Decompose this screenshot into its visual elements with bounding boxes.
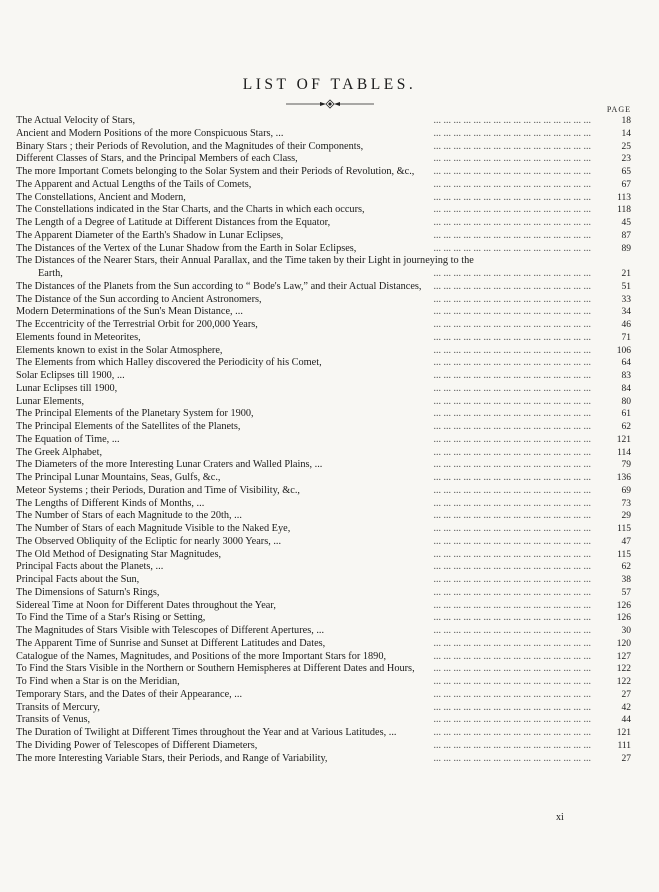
- page-number: 127: [616, 651, 631, 662]
- table-title: The Eccentricity of the Terrestrial Orbit for 200,000 Years,: [16, 319, 264, 332]
- list-item: [16, 689, 631, 702]
- dot-leader: ... ... ... ... ... ... ... ... ... ... ... ... ... ... ... ...: [433, 217, 591, 228]
- dot-leader: ... ... ... ... ... ... ... ... ... ... ... ... ... ... ... ...: [433, 204, 591, 216]
- page-number: 42: [621, 702, 631, 713]
- dot-leader: ... ... ... ... ... ... ... ... ... ... ... ... ... ... ... ...: [433, 319, 591, 330]
- dot-leader: ... ... ... ... ... ... ... ... ... ... ... ... ... ... ... ...: [433, 280, 591, 292]
- dot-leader: ... ... ... ... ... ... ... ... ... ... ... ... ... ... ... ...: [433, 599, 591, 611]
- dot-leader: ... ... ... ... ... ... ... ... ... ... ... ... ... ... ... ...: [433, 395, 591, 407]
- table-title: The Greek Alphabet,: [16, 447, 108, 460]
- dot-leader: ... ... ... ... ... ... ... ... ... ... ... ... ... ... ... ...: [433, 510, 591, 522]
- table-title: Principal Facts about the Planets, ...: [16, 561, 169, 574]
- table-title: The Distances of the Planets from the Sun according to “ Bode's Law,” and their Actual Distances,: [16, 281, 428, 294]
- list-item: [16, 370, 631, 383]
- table-title: The Equation of Time, ...: [16, 434, 126, 447]
- table-title: The Apparent and Actual Lengths of the Tails of Comets,: [16, 179, 257, 192]
- table-title: To Find when a Star is on the Meridian,: [16, 676, 186, 689]
- ornament-divider: [0, 96, 659, 114]
- dot-leader: ... ... ... ... ... ... ... ... ... ... ... ... ... ... ... ...: [433, 663, 591, 675]
- page-number: 21: [621, 269, 631, 279]
- page-number: 73: [621, 498, 631, 509]
- table-list: [16, 115, 631, 765]
- dot-leader: ... ... ... ... ... ... ... ... ... ... ... ... ... ... ... ...: [433, 178, 591, 190]
- list-item: [16, 166, 631, 179]
- list-item: [16, 306, 631, 319]
- page-number: 25: [621, 141, 631, 152]
- list-item: [16, 740, 631, 753]
- dot-leader: ... ... ... ... ... ... ... ... ... ... ... ... ... ... ... ...: [433, 586, 591, 598]
- dot-leader: ... ... ... ... ... ... ... ... ... ... ... ... ... ... ... ...: [433, 191, 591, 203]
- page-number: 80: [621, 396, 631, 407]
- table-title: To Find the Time of a Star's Rising or Setting,: [16, 612, 211, 625]
- page-number: 84: [621, 383, 631, 394]
- table-title: Transits of Mercury,: [16, 702, 106, 715]
- table-title: The more Important Comets belonging to the Solar System and their Periods of Revolution, &c.,: [16, 166, 420, 179]
- page-number: 122: [616, 677, 631, 687]
- dot-leader: ... ... ... ... ... ... ... ... ... ... ... ... ... ... ... ...: [433, 561, 591, 573]
- page-number: 121: [616, 434, 631, 445]
- page-number: 23: [621, 154, 631, 165]
- list-item: [16, 332, 631, 345]
- dot-leader: ... ... ... ... ... ... ... ... ... ... ... ... ... ... ... ...: [433, 408, 591, 420]
- list-item: [16, 638, 631, 651]
- dot-leader: ... ... ... ... ... ... ... ... ... ... ... ... ... ... ... ...: [433, 637, 591, 649]
- list-item: [16, 459, 631, 472]
- table-title: The Apparent Diameter of the Earth's Shadow in Lunar Eclipses,: [16, 230, 289, 243]
- page-number: 83: [621, 371, 631, 381]
- table-title: The Observed Obliquity of the Ecliptic for nearly 3000 Years, ...: [16, 536, 287, 549]
- page-number: 29: [621, 511, 631, 522]
- page-column-header: PAGE: [606, 105, 631, 114]
- page-number: 114: [617, 447, 631, 458]
- table-title: Modern Determinations of the Sun's Mean Distance, ...: [16, 306, 249, 319]
- page-number: 44: [621, 715, 631, 726]
- page-number: 64: [621, 358, 631, 369]
- table-title: Binary Stars ; their Periods of Revolution, and the Magnitudes of their Components,: [16, 141, 369, 154]
- page-number: 62: [621, 422, 631, 432]
- list-item: [16, 281, 631, 294]
- table-title: Ancient and Modern Positions of the more Conspicuous Stars, ...: [16, 128, 289, 141]
- list-item: [16, 243, 631, 256]
- table-title: Catalogue of the Names, Magnitudes, and Positions of the more Important Stars for 1890,: [16, 651, 392, 664]
- page-number: 79: [621, 460, 631, 471]
- list-item: [16, 141, 631, 154]
- table-title: The Constellations indicated in the Star Charts, and the Charts in which each occurs,: [16, 204, 371, 217]
- page-number: 65: [621, 167, 631, 177]
- dot-leader: ... ... ... ... ... ... ... ... ... ... ... ... ... ... ... ...: [433, 727, 591, 738]
- list-item: [16, 204, 631, 217]
- table-title: The Lengths of Different Kinds of Months, ...: [16, 498, 210, 511]
- list-item: [16, 179, 631, 192]
- list-item: [16, 268, 631, 281]
- dot-leader: ... ... ... ... ... ... ... ... ... ... ... ... ... ... ... ...: [433, 268, 591, 279]
- ornament-rule-icon: [284, 99, 376, 109]
- dot-leader: ... ... ... ... ... ... ... ... ... ... ... ... ... ... ... ...: [433, 688, 591, 700]
- dot-leader: ... ... ... ... ... ... ... ... ... ... ... ... ... ... ... ...: [433, 472, 591, 483]
- list-item: [16, 676, 631, 689]
- dot-leader: ... ... ... ... ... ... ... ... ... ... ... ... ... ... ... ...: [433, 484, 591, 496]
- table-title: The more Interesting Variable Stars, their Periods, and Range of Variability,: [16, 753, 334, 766]
- dot-leader: ... ... ... ... ... ... ... ... ... ... ... ... ... ... ... ...: [433, 523, 591, 534]
- list-item: [16, 600, 631, 613]
- list-item: [16, 714, 631, 727]
- list-item: [16, 625, 631, 638]
- table-title: The Dimensions of Saturn's Rings,: [16, 587, 165, 600]
- page-number: 38: [621, 575, 631, 585]
- list-item: [16, 128, 631, 141]
- table-title: Elements found in Meteorites,: [16, 332, 147, 345]
- list-item: [16, 255, 631, 268]
- dot-leader: ... ... ... ... ... ... ... ... ... ... ... ... ... ... ... ...: [433, 752, 591, 764]
- table-title: The Elements from which Halley discovered the Periodicity of his Comet,: [16, 357, 328, 370]
- table-title: The Number of Stars of each Magnitude Visible to the Naked Eye,: [16, 523, 296, 536]
- table-title: The Constellations, Ancient and Modern,: [16, 192, 192, 205]
- list-item: [16, 753, 631, 766]
- dot-leader: ... ... ... ... ... ... ... ... ... ... ... ... ... ... ... ...: [433, 115, 591, 126]
- page-number: 121: [616, 728, 631, 738]
- page-number: 46: [621, 320, 631, 330]
- list-item: [16, 549, 631, 562]
- table-title: The Principal Elements of the Satellites of the Planets,: [16, 421, 246, 434]
- table-title: The Actual Velocity of Stars,: [16, 115, 141, 128]
- page-number: 126: [616, 600, 631, 611]
- table-title: Principal Facts about the Sun,: [16, 574, 145, 587]
- list-item: [16, 663, 631, 676]
- table-title: Solar Eclipses till 1900, ...: [16, 370, 131, 383]
- page-number: 27: [621, 689, 631, 700]
- dot-leader: ... ... ... ... ... ... ... ... ... ... ... ... ... ... ... ...: [433, 650, 591, 662]
- table-title: The Distances of the Vertex of the Lunar Shadow from the Earth in Solar Eclipses,: [16, 243, 362, 256]
- dot-leader: ... ... ... ... ... ... ... ... ... ... ... ... ... ... ... ...: [433, 612, 591, 624]
- dot-leader: ... ... ... ... ... ... ... ... ... ... ... ... ... ... ... ...: [433, 153, 591, 165]
- page-title: LIST OF TABLES.: [242, 76, 417, 93]
- page-number: 30: [621, 626, 631, 636]
- page-number: 126: [616, 613, 631, 624]
- table-title: To Find the Stars Visible in the Northern or Southern Hemispheres at Different Dates and Hours,: [16, 663, 421, 676]
- page-number: 27: [621, 753, 631, 764]
- list-item: [16, 319, 631, 332]
- dot-leader: ... ... ... ... ... ... ... ... ... ... ... ... ... ... ... ...: [433, 701, 591, 713]
- list-item: [16, 574, 631, 587]
- dot-leader: ... ... ... ... ... ... ... ... ... ... ... ... ... ... ... ...: [433, 433, 591, 445]
- table-title: Lunar Eclipses till 1900,: [16, 383, 123, 396]
- dot-leader: ... ... ... ... ... ... ... ... ... ... ... ... ... ... ... ...: [433, 676, 591, 687]
- dot-leader: ... ... ... ... ... ... ... ... ... ... ... ... ... ... ... ...: [433, 497, 591, 509]
- page-number: 34: [621, 307, 631, 318]
- page-number: 45: [621, 218, 631, 228]
- table-title: The Length of a Degree of Latitude at Different Distances from the Equator,: [16, 217, 336, 230]
- list-item: [16, 727, 631, 740]
- list-item: [16, 230, 631, 243]
- page-number: 87: [621, 230, 631, 241]
- dot-leader: ... ... ... ... ... ... ... ... ... ... ... ... ... ... ... ...: [433, 357, 591, 369]
- dot-leader: ... ... ... ... ... ... ... ... ... ... ... ... ... ... ... ...: [433, 574, 591, 585]
- page-number: 115: [617, 524, 631, 534]
- table-title: Different Classes of Stars, and the Principal Members of each Class,: [16, 153, 304, 166]
- table-title: The Principal Lunar Mountains, Seas, Gulfs, &c.,: [16, 472, 226, 485]
- list-item: [16, 192, 631, 205]
- list-item: [16, 651, 631, 664]
- page-number: 69: [621, 485, 631, 496]
- table-title: The Diameters of the more Interesting Lunar Craters and Walled Plains, ...: [16, 459, 328, 472]
- list-item: [16, 447, 631, 460]
- page-number: 61: [621, 409, 631, 420]
- table-title: The Old Method of Designating Star Magnitudes,: [16, 549, 227, 562]
- dot-leader: ... ... ... ... ... ... ... ... ... ... ... ... ... ... ... ...: [433, 306, 591, 318]
- list-item: [16, 217, 631, 230]
- dot-leader: ... ... ... ... ... ... ... ... ... ... ... ... ... ... ... ...: [433, 535, 591, 547]
- page-number: 57: [621, 587, 631, 598]
- list-item: [16, 472, 631, 485]
- table-title: Sidereal Time at Noon for Different Dates throughout the Year,: [16, 600, 282, 613]
- list-item: [16, 702, 631, 715]
- table-title: The Principal Elements of the Planetary System for 1900,: [16, 408, 260, 421]
- table-title: The Duration of Twilight at Different Times throughout the Year and at Various Latitudes, ...: [16, 727, 403, 740]
- dot-leader: ... ... ... ... ... ... ... ... ... ... ... ... ... ... ... ...: [433, 714, 591, 726]
- list-item: [16, 383, 631, 396]
- page-number: 106: [616, 345, 631, 356]
- page-number: 113: [617, 192, 631, 203]
- dot-leader: ... ... ... ... ... ... ... ... ... ... ... ... ... ... ... ...: [433, 242, 591, 254]
- dot-leader: ... ... ... ... ... ... ... ... ... ... ... ... ... ... ... ...: [433, 229, 591, 241]
- page-number: 14: [621, 128, 631, 139]
- page-number: 122: [616, 664, 631, 675]
- table-title: The Dividing Power of Telescopes of Different Diameters,: [16, 740, 263, 753]
- page-number: 118: [617, 205, 631, 216]
- dot-leader: ... ... ... ... ... ... ... ... ... ... ... ... ... ... ... ...: [433, 140, 591, 152]
- list-item: [16, 345, 631, 358]
- list-item: [16, 153, 631, 166]
- dot-leader: ... ... ... ... ... ... ... ... ... ... ... ... ... ... ... ...: [433, 344, 591, 356]
- dot-leader: ... ... ... ... ... ... ... ... ... ... ... ... ... ... ... ...: [433, 166, 591, 177]
- dot-leader: ... ... ... ... ... ... ... ... ... ... ... ... ... ... ... ...: [433, 548, 591, 560]
- table-title: Transits of Venus,: [16, 714, 96, 727]
- list-item: [16, 612, 631, 625]
- page-number: 115: [617, 549, 631, 560]
- page-number: 67: [621, 179, 631, 190]
- list-item: [16, 587, 631, 600]
- table-title: Meteor Systems ; their Periods, Duration and Time of Visibility, &c.,: [16, 485, 306, 498]
- dot-leader: ... ... ... ... ... ... ... ... ... ... ... ... ... ... ... ...: [433, 127, 591, 139]
- page-number: 62: [621, 562, 631, 573]
- dot-leader: ... ... ... ... ... ... ... ... ... ... ... ... ... ... ... ...: [433, 382, 591, 394]
- list-item: [16, 523, 631, 536]
- dot-leader: ... ... ... ... ... ... ... ... ... ... ... ... ... ... ... ...: [433, 331, 591, 343]
- list-item: [16, 536, 631, 549]
- page-number: 71: [621, 332, 631, 343]
- list-item: [16, 357, 631, 370]
- page-number: 120: [616, 638, 631, 649]
- list-item: [16, 561, 631, 574]
- table-title: The Distances of the Nearer Stars, their Annual Parallax, and the Time taken by their Light in journeying to the: [16, 255, 474, 267]
- page-number: 51: [621, 281, 631, 292]
- page-number: 18: [621, 116, 631, 126]
- list-item: [16, 421, 631, 434]
- dot-leader: ... ... ... ... ... ... ... ... ... ... ... ... ... ... ... ...: [433, 459, 591, 471]
- dot-leader: ... ... ... ... ... ... ... ... ... ... ... ... ... ... ... ...: [433, 739, 591, 751]
- table-title: Earth,: [38, 268, 69, 281]
- table-title: The Apparent Time of Sunrise and Sunset at Different Latitudes and Dates,: [16, 638, 331, 651]
- dot-leader: ... ... ... ... ... ... ... ... ... ... ... ... ... ... ... ...: [433, 370, 591, 381]
- dot-leader: ... ... ... ... ... ... ... ... ... ... ... ... ... ... ... ...: [433, 293, 591, 305]
- table-title: Elements known to exist in the Solar Atmosphere,: [16, 345, 228, 358]
- dot-leader: ... ... ... ... ... ... ... ... ... ... ... ... ... ... ... ...: [433, 421, 591, 432]
- list-item: [16, 498, 631, 511]
- list-item: [16, 294, 631, 307]
- page-number: 136: [616, 473, 631, 483]
- list-item: [16, 396, 631, 409]
- list-item: [16, 434, 631, 447]
- list-item: [16, 115, 631, 128]
- page-number: 111: [617, 740, 631, 751]
- table-title: Lunar Elements,: [16, 396, 90, 409]
- page-number: 33: [621, 294, 631, 305]
- list-item: [16, 510, 631, 523]
- dot-leader: ... ... ... ... ... ... ... ... ... ... ... ... ... ... ... ...: [433, 625, 591, 636]
- page-number: 89: [621, 243, 631, 254]
- table-title: The Magnitudes of Stars Visible with Telescopes of Different Apertures, ...: [16, 625, 330, 638]
- table-title: The Number of Stars of each Magnitude to the 20th, ...: [16, 510, 248, 523]
- table-title: Temporary Stars, and the Dates of their Appearance, ...: [16, 689, 248, 702]
- dot-leader: ... ... ... ... ... ... ... ... ... ... ... ... ... ... ... ...: [433, 446, 591, 458]
- list-item: [16, 485, 631, 498]
- page-number: 47: [621, 536, 631, 547]
- folio-number: xi: [556, 812, 564, 823]
- table-title: The Distance of the Sun according to Ancient Astronomers,: [16, 294, 268, 307]
- list-item: [16, 408, 631, 421]
